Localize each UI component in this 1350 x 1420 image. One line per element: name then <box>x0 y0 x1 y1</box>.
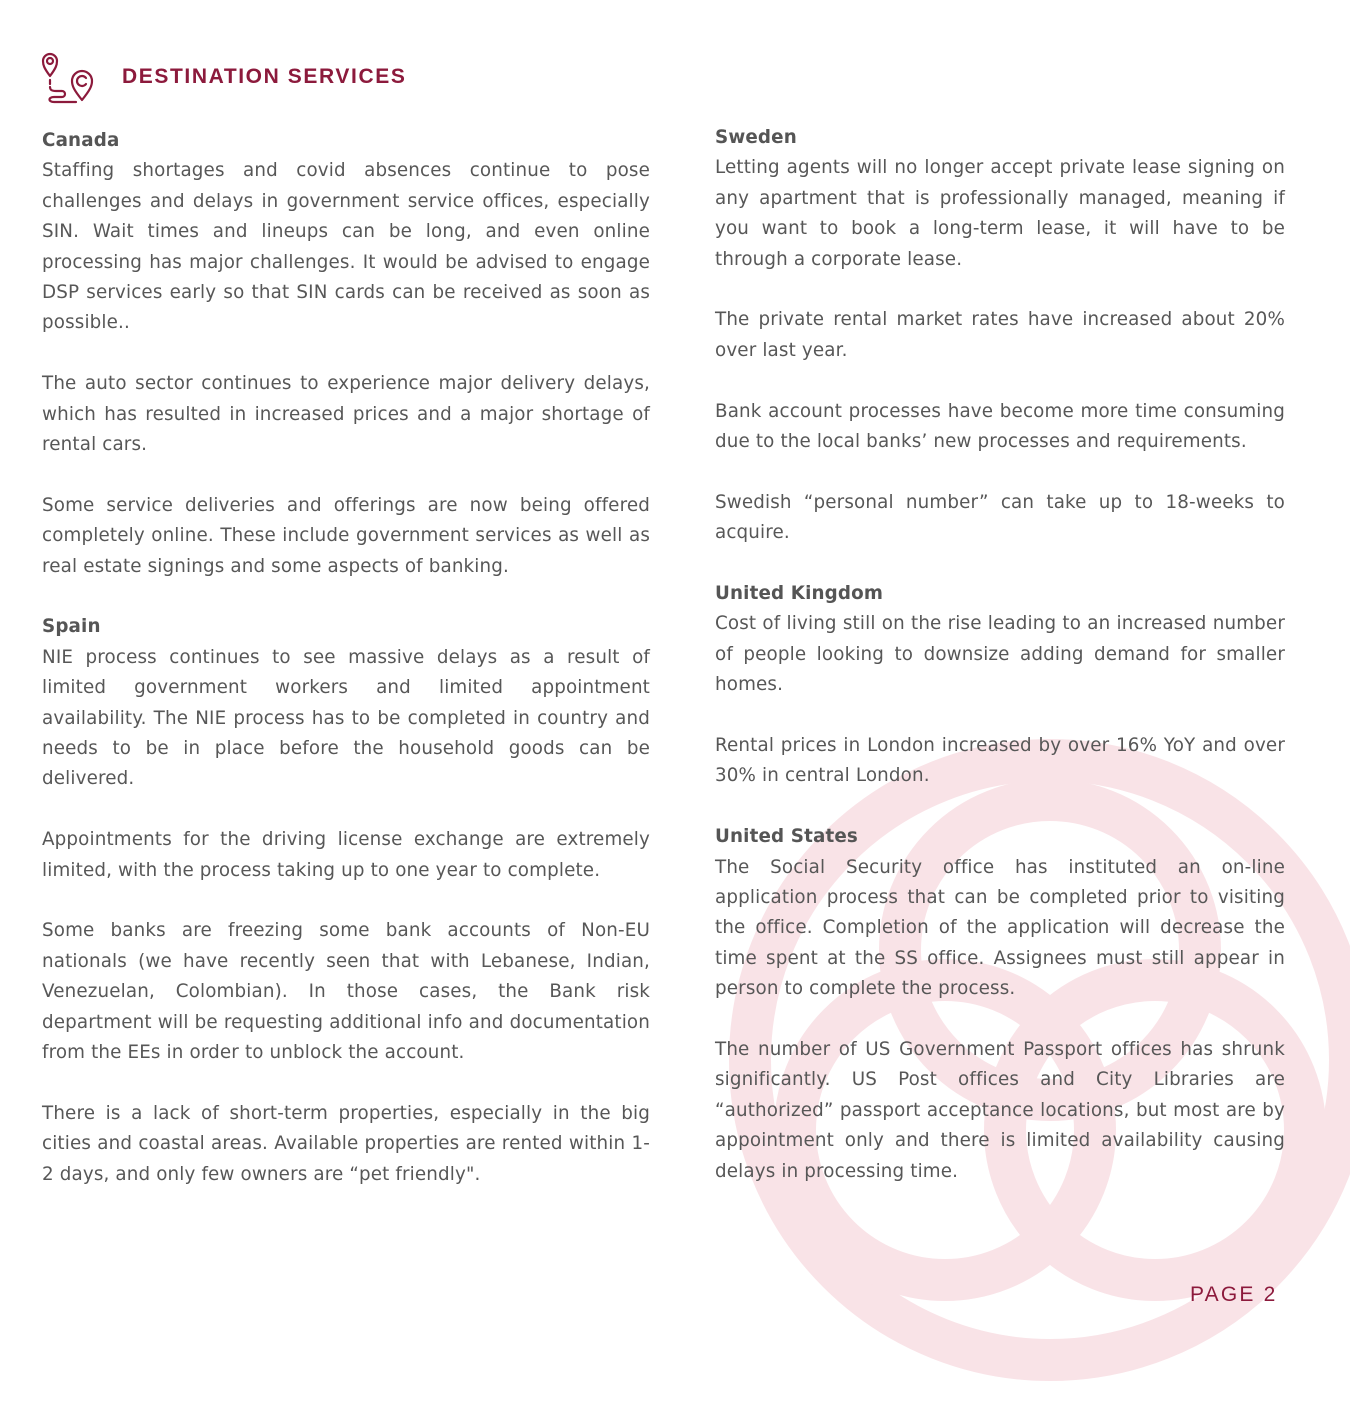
section-heading: Canada <box>42 130 120 151</box>
paragraph: The private rental market rates have increased about 20% over last year. <box>715 309 1285 361</box>
section-united-states <box>715 822 1285 1187</box>
paragraph: The number of US Government Passport offices has shrunk significantly. US Post offices and City Libraries are “authorized” passport acceptance locations, but most are by appointment only and there is limited availability causing delays in processing time. <box>715 1039 1285 1182</box>
right-column <box>715 123 1285 1218</box>
section-heading: Spain <box>42 616 101 638</box>
section-heading: Sweden <box>715 127 797 148</box>
section-canada <box>42 126 650 582</box>
paragraph: The Social Security office has instituted an on-line application process that can be completed prior to visiting the office. Completion of the application will decrease the time spent at the SS office. Assignees must still appear in person to complete the process. <box>715 856 1285 1000</box>
section-spain <box>42 612 650 1190</box>
paragraph: Letting agents will no longer accept private lease signing on any apartment that is professionally managed, meaning if you want to book a long-term lease, it will have to be through a corporate lease. <box>715 157 1285 270</box>
paragraph: Some service deliveries and offerings are now being offered completely online. These include government services as well as real estate signings and some aspects of banking. <box>42 494 650 577</box>
paragraph: Staffing shortages and covid absences continue to pose challenges and delays in government service offices, especially SIN. Wait times and lineups can be long, and even online processing has major challenges. It would be advised to engage DSP services early so that SIN cards can be received as soon as possible.. <box>42 160 650 334</box>
left-column <box>42 126 650 1221</box>
section-heading: United States <box>715 826 858 848</box>
section-sweden <box>715 123 1285 549</box>
page-number: PAGE 2 <box>1190 1283 1278 1306</box>
section-united-kingdom <box>715 579 1285 792</box>
paragraph: The auto sector continues to experience major delivery delays, which has resulted in increased prices and a major shortage of rental cars. <box>42 373 650 456</box>
paragraph: Cost of living still on the rise leading to an increased number of people looking to downsize adding demand for smaller homes. <box>715 613 1285 696</box>
paragraph: Swedish “personal number” can take up to 18-weeks to acquire. <box>715 491 1285 544</box>
paragraph: NIE process continues to see massive delays as a result of limited government workers and limited appointment availability. The NIE process has to be completed in country and needs to be in place before the household goods can be delivered. <box>42 646 650 790</box>
paragraph: There is a lack of short-term properties, especially in the big cities and coastal areas. Available properties are rented within 1-2 days, and only few owners are “pet friendly". <box>42 1102 650 1185</box>
paragraph: Bank account processes have become more time consuming due to the local banks’ new processes and requirements. <box>715 400 1285 453</box>
paragraph: Some banks are freezing some bank accounts of Non-EU nationals (we have recently seen that with Lebanese, Indian, Venezuelan, Colombian). In those cases, the Bank risk department will be requesting additional info and documentation from the EEs in order to unblock the account. <box>42 920 650 1064</box>
paragraph: Rental prices in London increased by over 16% YoY and over 30% in central London. <box>715 735 1285 787</box>
route-map-pin-icon <box>40 50 96 104</box>
page-header <box>40 50 406 104</box>
section-heading: United Kingdom <box>715 583 884 605</box>
paragraph: Appointments for the driving license exchange are extremely limited, with the process taking up to one year to complete. <box>42 829 650 881</box>
page-title: DESTINATION SERVICES <box>122 65 407 88</box>
